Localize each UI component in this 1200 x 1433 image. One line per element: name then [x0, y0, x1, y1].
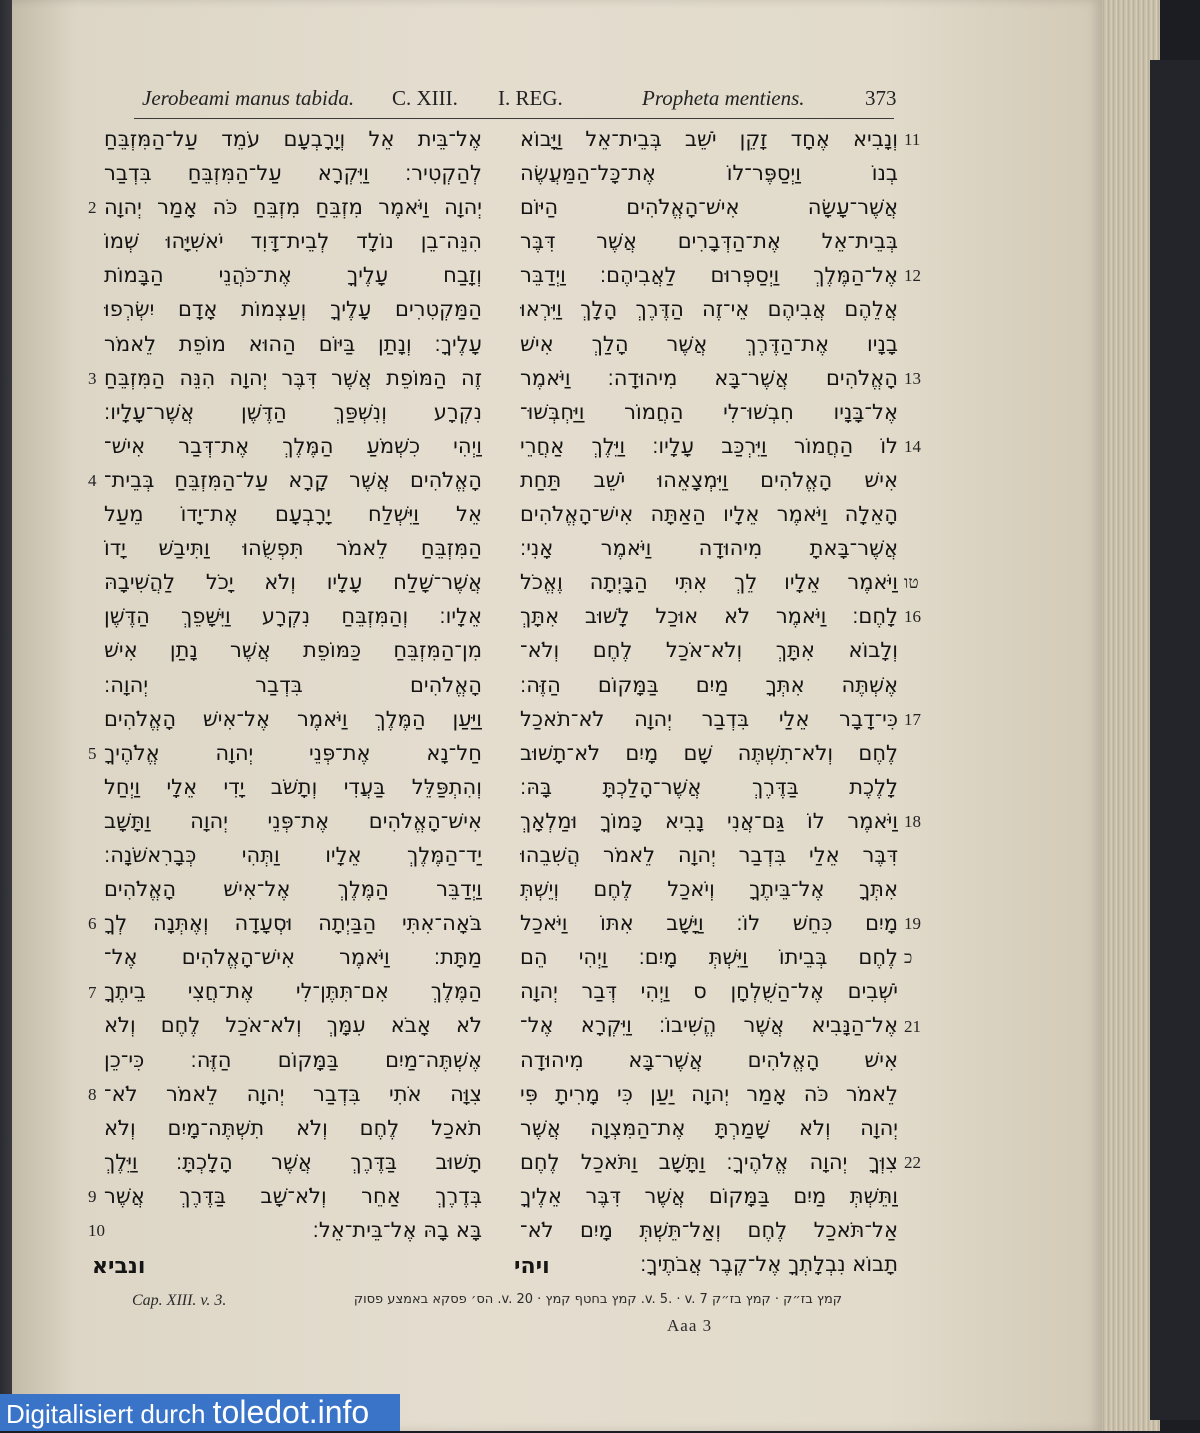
left-text-column: [104, 122, 482, 1247]
text-line: צִוְּךָ יְהוָה אֱלֹהֶיךָ׃ וַתָּשָׁב וַתֹּאכַל לֶחֶם: [520, 1149, 898, 1174]
book-page: [12, 0, 1102, 1431]
text-line: לָחֶם׃ וַיֹּאמֶר לֹא אוּכַל לָשׁוּב אִתָּךְ: [520, 604, 898, 629]
text-line: וְהִתְפַּלֵּל בַּעֲדִי וְתָשֹׁב יָדִי אֵלָי וַיְחַל: [104, 774, 482, 799]
text-line: אֲשֶׁר־עָשָׂה אִישׁ־הָאֱלֹהִים הַיּוֹם: [520, 195, 898, 220]
text-line: לֶחֶם וְלֹא־תִשְׁתֶּה שָׁם מָיִם לֹא־תָשׁוּב: [520, 740, 898, 765]
verse-number: 10: [88, 1221, 105, 1241]
text-line: זֶה הַמּוֹפֵת אֲשֶׁר דִּבֶּר יְהוָה הִנֵּה הַמִּזְבֵּחַ: [104, 365, 482, 390]
text-line: בְּדֶרֶךְ אַחֵר וְלֹא־שָׁב בַּדֶּרֶךְ אֲשֶׁר: [104, 1183, 482, 1208]
verse-number: 11: [904, 130, 921, 149]
signature-mark: Aaa 3: [667, 1316, 713, 1335]
text-line: וְנָבִיא אֶחָד זָקֵן יֹשֵׁב בְּבֵית־אֵל וַיָּבוֹא: [520, 127, 898, 151]
text-line: אֶל־הַמֶּלֶךְ וַיְסַפְּרוּם לַאֲבִיהֶם׃ וַיְדַבֵּר: [520, 263, 898, 288]
header-right-title: Propheta mentiens.: [642, 86, 805, 110]
text-line: דִּבֶּר אֵלַי בִּדְבַר יְהוָה לֵאמֹר הֲשִׁבֵהוּ: [520, 842, 898, 867]
text-line: אֶל־הַנָּבִיא אֲשֶׁר הֱשִׁיבוֹ׃ וַיִּקְרָא אֶל־: [520, 1013, 898, 1038]
verse-number: 2: [88, 198, 97, 218]
header-book: I. REG.: [498, 86, 563, 110]
text-line: אִתְּךָ אֶל־בֵּיתֶךָ וְיֹאכַל לֶחֶם וְיֵשְׁתְּ: [520, 877, 898, 902]
text-line: אֶשְׁתֶּה־מַיִם בַּמָּקוֹם הַזֶּה׃ כִּי־כֵן: [104, 1047, 482, 1072]
watermark-banner: [0, 1394, 400, 1431]
text-line: תֹאכַל לֶחֶם וְלֹא תִשְׁתֶּה־מָיִם וְלֹא: [104, 1115, 482, 1140]
text-line: נִקְרָע וְנִשְׁפַּךְ הַדֶּשֶׁן אֲשֶׁר־עָלָיו׃: [104, 399, 482, 424]
text-line: אֶשְׁתֶּה אִתְּךָ מַיִם בַּמָּקוֹם הַזֶּה׃: [520, 672, 898, 697]
page-number: 373: [865, 86, 897, 110]
footnote-latin: Cap. XIII. v. 3.: [132, 1292, 227, 1309]
text-line: הִנֵּה־בֵן נוֹלָד לְבֵית־דָּוִד יֹאשִׁיָּהוּ שְׁמוֹ: [104, 229, 482, 254]
verse-number: 21: [904, 1016, 921, 1036]
footnote-hebrew: קמץ בז״ק · קמץ בז״ק v. 5. · v. 7. קמץ בחטף קמץ · v. 20. הס׳ פסקא באמצע פסוק: [353, 1292, 842, 1307]
text-line: וְזָבַח עָלֶיךָ אֶת־כֹּהֲנֵי הַבָּמוֹת: [104, 263, 482, 288]
verse-number: 7: [88, 982, 97, 1002]
text-line: אֲשֶׁר־שָׁלַח עָלָיו וְלֹא יָכֹל לַהֲשִׁיבָהּ: [104, 570, 482, 595]
text-line: וַיֹּאמֶר לוֹ גַּם־אֲנִי נָבִיא כָּמוֹךָ וּמַלְאָךְ: [520, 808, 898, 833]
verse-number: 5: [88, 743, 97, 763]
text-line: הָאֱלֹהִים אֲשֶׁר קָרָא עַל־הַמִּזְבֵּחַ בְּבֵית־: [104, 467, 482, 492]
text-line: יְהוָה וְלֹא שָׁמַרְתָּ אֶת־הַמִּצְוָה אֲשֶׁר: [520, 1115, 898, 1140]
watermark-brand: toledot.info: [212, 1394, 370, 1430]
verse-number: 12: [904, 266, 921, 286]
text-line: אִישׁ הָאֱלֹהִים וַיִּמְצָאֵהוּ יֹשֵׁב תַּחַת: [520, 467, 898, 492]
text-line: וַיֹּאמֶר אֵלָיו לֵךְ אִתִּי הַבָּיְתָה וֶאֱכֹל: [520, 570, 898, 595]
header-chapter: C. XIII.: [392, 86, 458, 110]
text-line: אֵלָיו׃ וְהַמִּזְבֵּחַ נִקְרָע וַיִּשָּׁפֵךְ הַדֶּשֶׁן: [104, 604, 482, 629]
text-line: לֹא אָבֹא עִמָּךְ וְלֹא־אֹכַל לֶחֶם וְלֹא: [104, 1013, 482, 1038]
watermark-prefix: Digitalisiert durch: [6, 1399, 213, 1429]
footnotes: [132, 1292, 842, 1314]
right-text-column: [520, 122, 898, 1281]
text-line: אֶל־בֵּית אֵל וְיָרָבְעָם עֹמֵד עַל־הַמִּזְבֵּחַ: [104, 127, 482, 151]
text-line: כִּי־דָבָר אֵלַי בִּדְבַר יְהוָה לֹא־תֹאכַל: [520, 706, 898, 731]
text-line: וְלָבוֹא אִתָּךְ וְלֹא־אֹכַל לֶחֶם וְלֹא־: [520, 638, 898, 663]
text-line: לָלֶכֶת בַּדֶּרֶךְ אֲשֶׁר־הָלַכְתָּ בָּהּ׃: [520, 774, 898, 799]
text-line: וַיְדַבֵּר הַמֶּלֶךְ אֶל־אִישׁ הָאֱלֹהִים: [104, 877, 482, 902]
verse-number: 19: [904, 914, 921, 934]
verse-number: 9: [88, 1187, 97, 1207]
text-line: לְהַקְטִיר׃ וַיִּקְרָא עַל־הַמִּזְבֵּחַ בִּדְבַר: [104, 161, 482, 186]
text-line: לוֹ הַחֲמוֹר וַיִּרְכַּב עָלָיו׃ וַיֵּלֶךְ אַחֲרֵי: [520, 433, 898, 458]
text-line: תָשׁוּב בַּדֶּרֶךְ אֲשֶׁר הָלָכְתָּ׃ וַיֵּלֶךְ: [104, 1149, 482, 1174]
text-line: הַמַּקְטִרִים עָלֶיךָ וְעַצְמוֹת אָדָם יִשְׂרְפוּ: [104, 297, 482, 322]
text-line: וַיְהִי כִשְׁמֹעַ הַמֶּלֶךְ אֶת־דְּבַר אִישׁ־: [104, 433, 482, 458]
verse-number: 8: [88, 1084, 97, 1104]
verse-number: 17: [904, 709, 921, 729]
verse-number: 18: [904, 812, 921, 831]
verse-number: כ: [904, 948, 913, 968]
text-line: מִן־הַמִּזְבֵּחַ כַּמּוֹפֵת אֲשֶׁר נָתַן אִישׁ: [104, 638, 482, 663]
text-line: הַמִּזְבֵּחַ לֵאמֹר תִּפְשֻׂהוּ וַתִּיבַשׁ יָדוֹ: [104, 536, 482, 561]
text-line: אֵל וַיִּשְׁלַח יָרָבְעָם אֶת־יָדוֹ מֵעַל: [104, 502, 482, 527]
text-line: הָאֱלֹהִים בִּדְבַר יְהוָה׃: [104, 672, 482, 697]
text-line: בָּא בָהּ אֶל־בֵּית־אֵל׃: [312, 1218, 482, 1242]
text-line: וַיַּעַן הַמֶּלֶךְ וַיֹּאמֶר אֶל־אִישׁ הָאֱלֹהִים: [104, 706, 482, 731]
verse-number: 4: [88, 471, 97, 490]
text-line: בְנוֹ וַיְסַפֶּר־לוֹ אֶת־כָּל־הַמַּעֲשֶׂה: [520, 161, 898, 186]
text-line: צִוָּה אֹתִי בִּדְבַר יְהוָה לֵאמֹר לֹא־: [104, 1081, 482, 1106]
verse-number: 3: [88, 368, 97, 388]
verse-number: 6: [88, 914, 97, 934]
text-line: תָבוֹא נִבְלָתְךָ אֶל־קֶבֶר אֲבֹתֶיךָ׃: [640, 1252, 898, 1277]
text-line: אֶל־בָּנָיו חִבְשׁוּ־לִי הַחֲמוֹר וַיַּחְבְּשׁוּ־: [520, 399, 898, 424]
text-line: אִישׁ הָאֱלֹהִים אֲשֶׁר־בָּא מִיהוּדָה: [520, 1047, 898, 1072]
text-line: לֵאמֹר כֹּה אָמַר יְהוָה יַעַן כִּי מָרִיתָ פִּי: [520, 1081, 898, 1106]
book-cover: [1150, 60, 1200, 1420]
verse-number: טו: [904, 573, 919, 593]
header-rule: [134, 118, 894, 119]
text-line: אַל־תֹּאכַל לֶחֶם וְאַל־תֵּשְׁתְּ מָיִם לֹא־: [520, 1218, 898, 1242]
text-line: עָלֶיךָ׃ וְנָתַן בַּיּוֹם הַהוּא מוֹפֵת לֵאמֹר: [104, 331, 482, 356]
catchword-right: ויהי: [514, 1254, 550, 1279]
text-line: אֲשֶׁר־בָּאתָ מִיהוּדָה וַיֹּאמֶר אָנִי׃: [520, 536, 898, 561]
verse-number: 22: [904, 1153, 921, 1172]
verse-number: 14: [904, 436, 921, 456]
text-line: יְהוָה וַיֹּאמֶר מִזְבֵּחַ מִזְבֵּחַ כֹּה אָמַר יְהוָה: [104, 195, 482, 220]
text-line: בְּבֵית־אֵל אֶת־הַדְּבָרִים אֲשֶׁר דִּבֶּר: [520, 229, 898, 254]
text-line: אֲלֵהֶם אֲבִיהֶם אֵי־זֶה הַדֶּרֶךְ הָלָךְ וַיִּרְאוּ: [520, 297, 898, 322]
text-line: בֹּאָה־אִתִּי הַבַּיְתָה וּסְעָדָה וְאֶתְּנָה לְךָ: [104, 911, 482, 936]
verse-number: 13: [904, 368, 921, 388]
text-line: מָיִם כִּחֵשׁ לוֹ׃ וַיָּשָׁב אִתּוֹ וַיֹּאכַל: [520, 911, 898, 936]
text-line: לֶחֶם בְּבֵיתוֹ וַיֵּשְׁתְּ מָיִם׃ וַיְהִי הֵם: [520, 945, 898, 970]
running-header: [130, 86, 900, 114]
text-line: יַד־הַמֶּלֶךְ אֵלָיו וַתְּהִי כְּבָרִאשֹׁנָה׃: [104, 842, 482, 867]
verse-number: 16: [904, 607, 921, 627]
text-line: הַמֶּלֶךְ אִם־תִּתֶּן־לִי אֶת־חֲצִי בֵיתֶךָ: [104, 979, 482, 1004]
catchword-left: ונביא: [92, 1254, 146, 1279]
header-left-title: Jerobeami manus tabida.: [142, 86, 355, 110]
text-line: חַל־נָא אֶת־פְּנֵי יְהוָה אֱלֹהֶיךָ: [104, 740, 482, 765]
text-line: יֹשְׁבִים אֶל־הַשֻּׁלְחָן ס וַיְהִי דְּבַר יְהוָה: [520, 979, 898, 1004]
text-line: הָאֵלָה וַיֹּאמֶר אֵלָיו הַאַתָּה אִישׁ־הָאֱלֹהִים: [520, 502, 898, 527]
text-line: הָאֱלֹהִים אֲשֶׁר־בָּא מִיהוּדָה׃ וַיֹּאמֶר: [520, 365, 898, 390]
text-line: אִישׁ־הָאֱלֹהִים אֶת־פְּנֵי יְהוָה וַתָּשָׁב: [104, 808, 482, 833]
text-line: בָנָיו אֶת־הַדֶּרֶךְ אֲשֶׁר הָלַךְ אִישׁ: [520, 331, 898, 356]
text-line: וַתֵּשְׁתְּ מַיִם בַּמָּקוֹם אֲשֶׁר דִּבֶּר אֵלֶיךָ: [520, 1183, 898, 1208]
text-line: מַתָּת׃ וַיֹּאמֶר אִישׁ־הָאֱלֹהִים אֶל־: [104, 945, 482, 970]
